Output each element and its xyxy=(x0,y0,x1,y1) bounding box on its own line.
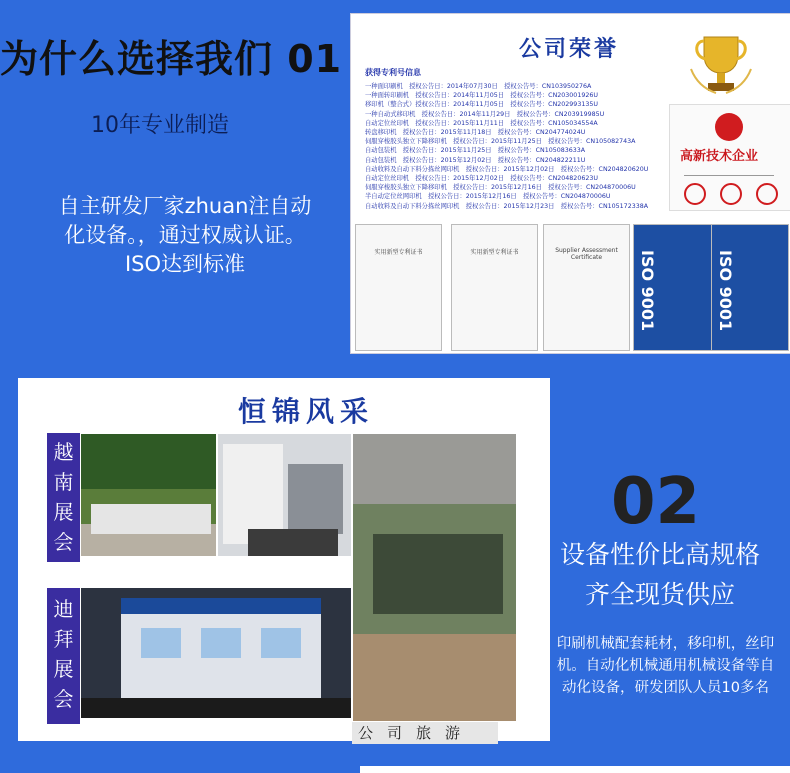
supplier-certificate xyxy=(543,224,630,351)
company-style-panel xyxy=(18,378,550,741)
high-tech-certificate xyxy=(669,104,790,211)
patent-row: 自动定位丝印机 授权公告日：2015年12月02日 授权公告号：CN204820623U xyxy=(365,175,598,182)
dubai-booth-photo xyxy=(81,588,351,718)
section2-description: 印刷机械配套耗材，移印机，丝印机。自动化机械通用机械设备等自动化设备，研发团队人员10多名 xyxy=(556,636,775,696)
vietnam-group-photo xyxy=(81,434,216,556)
vietnam-booth-photo xyxy=(218,434,351,556)
section-subtitle: 10年专业制造 xyxy=(91,113,229,138)
certificate-label: 实用新型专利证书 xyxy=(470,249,519,256)
section-number: 02 xyxy=(611,465,701,539)
patent-row: 转盘移印机 授权公告日：2015年11月18日 授权公告号：CN204774024U xyxy=(365,129,586,136)
patent-row: 一种面印刷机 授权公告日：2014年07月30日 授权公告号：CN103950276A xyxy=(365,83,592,90)
section2-subtitle: 设备性价比高规格齐全现货供应 xyxy=(560,540,761,609)
patent-row: 自动包装机 授权公告日：2015年12月02日 授权公告号：CN204822211U xyxy=(365,156,586,164)
style-title: 恒锦风采 xyxy=(238,395,375,428)
iso-certificate xyxy=(633,224,720,351)
patent-row: 自动收料及自动下料分拣丝网印机 授权公告日：2015年12月23日 授权公告号：CN105172338A xyxy=(365,202,649,210)
patent-row: 伺服穿梭胶头独立下降移印机 授权公告日：2015年12月16日 授权公告号：CN204870006U xyxy=(365,184,636,192)
company-travel-photo xyxy=(353,434,516,721)
patent-certificate xyxy=(355,224,442,351)
patent-row: 一种自动式移印机 授权公告日：2014年11月29日 授权公告号：CN203919985U xyxy=(365,110,605,118)
certificate-label: Supplier Assessment Certificate xyxy=(555,247,618,261)
honor-panel xyxy=(350,13,790,354)
patent-row: 移印机（整合式）授权公告日：2014年11月05日 授权公告号：CN202993135U xyxy=(365,101,598,109)
patent-list-title: 获得专利号信息 xyxy=(365,68,421,77)
patent-row: 一种面转印刷机 授权公告日：2014年11月05日 授权公告号：CN203001926U xyxy=(365,92,598,100)
patent-row: 自动包装机 授权公告日：2015年11月25日 授权公告号：CN105083633A xyxy=(365,147,586,155)
trophy-icon xyxy=(686,29,756,99)
patent-row: 半自动定位丝网印机 授权公告日：2015年12月16日 授权公告号：CN204870006U xyxy=(365,193,611,201)
dubai-expo-label: 迪拜展会 xyxy=(47,588,80,724)
section-description: 自主研发厂家zhuan注自动化设备。，通过权威认证。ISO达到标准 xyxy=(58,194,312,276)
emblem-icon xyxy=(715,113,743,141)
certificate-label: 实用新型专利证书 xyxy=(374,249,423,256)
bottom-strip xyxy=(360,766,790,773)
patent-row: 自动定位丝印机 授权公告日：2015年11月11日 授权公告号：CN105034554A xyxy=(365,119,598,127)
honor-title: 公司荣誉 xyxy=(519,37,620,62)
certificate-label: ISO 9001 xyxy=(716,250,735,332)
vietnam-expo-label: 越南展会 xyxy=(47,433,80,562)
high-tech-certificate-title: 高新技术企业 xyxy=(680,149,759,164)
patent-certificate xyxy=(451,224,538,351)
patent-row: 自动收料及自动下料分拣丝网印机 授权公告日：2015年12月02日 授权公告号：CN204820620U xyxy=(365,165,649,173)
company-travel-caption: 公司旅游 xyxy=(352,722,498,744)
iso-certificate xyxy=(711,224,789,351)
patent-row: 伺服穿梭胶头独立下降移印机 授权公告日：2015年11月25日 授权公告号：CN105082743A xyxy=(365,138,636,146)
certificate-label: ISO 9001 xyxy=(638,250,657,332)
section-title: 为什么选择我们 01 xyxy=(0,37,343,81)
